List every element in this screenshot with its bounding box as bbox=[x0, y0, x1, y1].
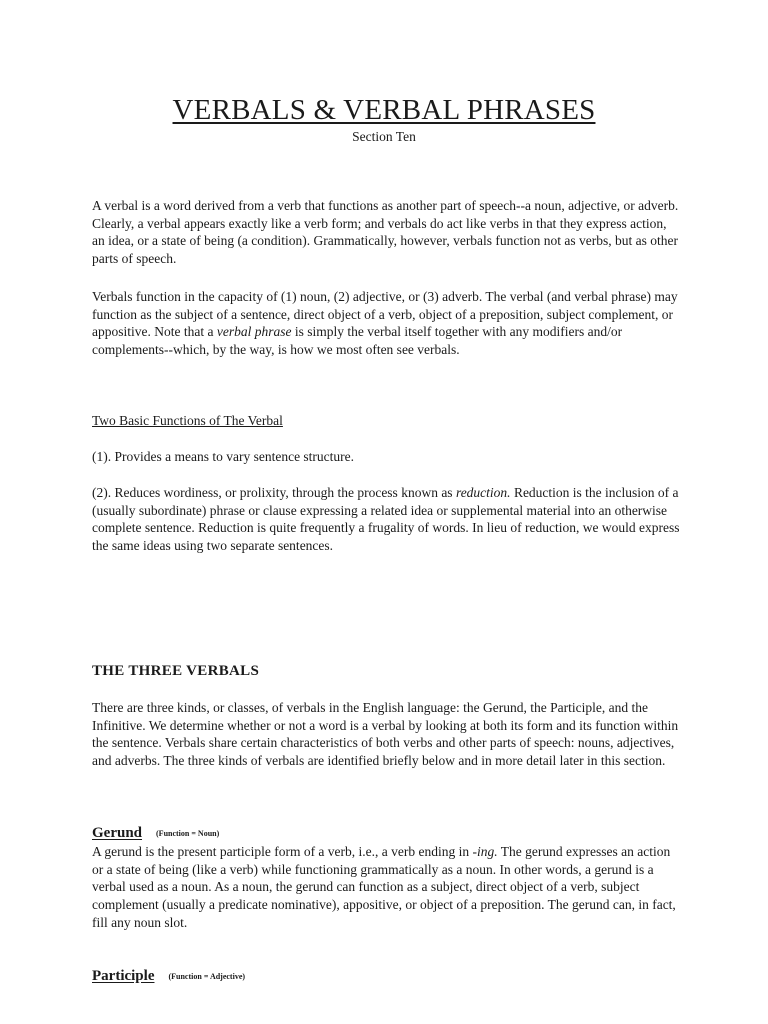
intro-paragraph-2 bbox=[92, 288, 682, 359]
functions-heading-text: Two Basic Functions of The Verbal bbox=[92, 413, 283, 428]
intro-paragraph-1-text: A verbal is a word derived from a verb that functions as another part of speech--a noun, adjective, or adverb. Clearly, a verbal appears exactly like a verb form; and verbals do act like verbs in that they express action, an idea, or a state of being (a condition). Grammatically, however, verbals function not as verbs, but as other parts of speech. bbox=[92, 198, 679, 267]
intro-paragraph-2-text bbox=[92, 288, 682, 359]
intro-paragraph-1 bbox=[92, 197, 682, 268]
gerund-paragraph bbox=[92, 843, 682, 932]
document-title: VERBALS & VERBAL PHRASES bbox=[172, 94, 596, 126]
participle-function-note: (Function = Adjective) bbox=[168, 972, 246, 981]
functions-item-2-text bbox=[92, 484, 682, 555]
three-verbals-heading: THE THREE VERBALS bbox=[92, 663, 260, 679]
functions-item-2-part1: (2). Reduces wordiness, or prolixity, through the process known as bbox=[92, 485, 456, 500]
functions-item-2-italic: reduction. bbox=[455, 485, 511, 500]
gerund-paragraph-text bbox=[92, 843, 682, 932]
intro-p2-italic: verbal phrase bbox=[216, 324, 292, 340]
gerund-part1: A gerund is the present participle form of a verb, i.e., a verb ending in - bbox=[92, 844, 478, 859]
participle-heading bbox=[92, 966, 245, 988]
functions-item-2-part2: Reduction is the inclusion of a (usually subordinate) phrase or clause expressing a related idea or supplemental material into an otherwise complete sentence. Reduction is quite frequently a frugality of words. In lieu of reduction, we would express the same ideas using two separate sentences. bbox=[92, 485, 680, 554]
intro-p2-part1: Verbals function in the capacity of (1) noun, (2) adjective, or (3) adverb. The verbal (and verbal phrase) may function as the subject of a sentence, direct object of a verb, object of a preposition, subject complement, or appositive. Note that a bbox=[92, 289, 678, 340]
gerund-italic: ing. bbox=[477, 844, 498, 859]
intro-p2-part2: is simply the verbal itself together with any modifiers and/or complements--which, by the way, is how we most often see verbals. bbox=[92, 324, 623, 358]
document-subtitle: Section Ten bbox=[352, 129, 416, 144]
gerund-heading bbox=[92, 823, 219, 845]
three-verbals-paragraph bbox=[92, 699, 682, 770]
functions-item-2 bbox=[92, 484, 682, 555]
three-verbals-paragraph-text: There are three kinds, or classes, of verbals in the English language: the Gerund, the Participle, and the Infinitive. We determine whether or not a word is a verbal by looking at both its form and its function within the sentence. Verbals share certain characteristics of both verbs and other parts of speech: nouns, adjectives, and adverbs. The three kinds of verbals are identified briefly below and in more detail later in this section. bbox=[92, 700, 679, 769]
functions-item-1-text: (1). Provides a means to vary sentence structure. bbox=[92, 449, 355, 464]
gerund-function-note: (Function = Noun) bbox=[156, 829, 220, 838]
functions-item-1 bbox=[92, 448, 682, 466]
gerund-part2: The gerund expresses an action or a state of being (like a verb) while functioning grammatically as a noun. In other words, a gerund is a verbal used as a noun. As a noun, the gerund can function as a subject, direct object of a verb, subject complement (usually a predicate nominative), appositive, or object of a preposition. The gerund can, in fact, fill any noun slot. bbox=[92, 844, 676, 930]
gerund-term: Gerund bbox=[92, 825, 143, 841]
functions-heading bbox=[92, 412, 682, 430]
participle-term: Participle bbox=[92, 968, 155, 984]
